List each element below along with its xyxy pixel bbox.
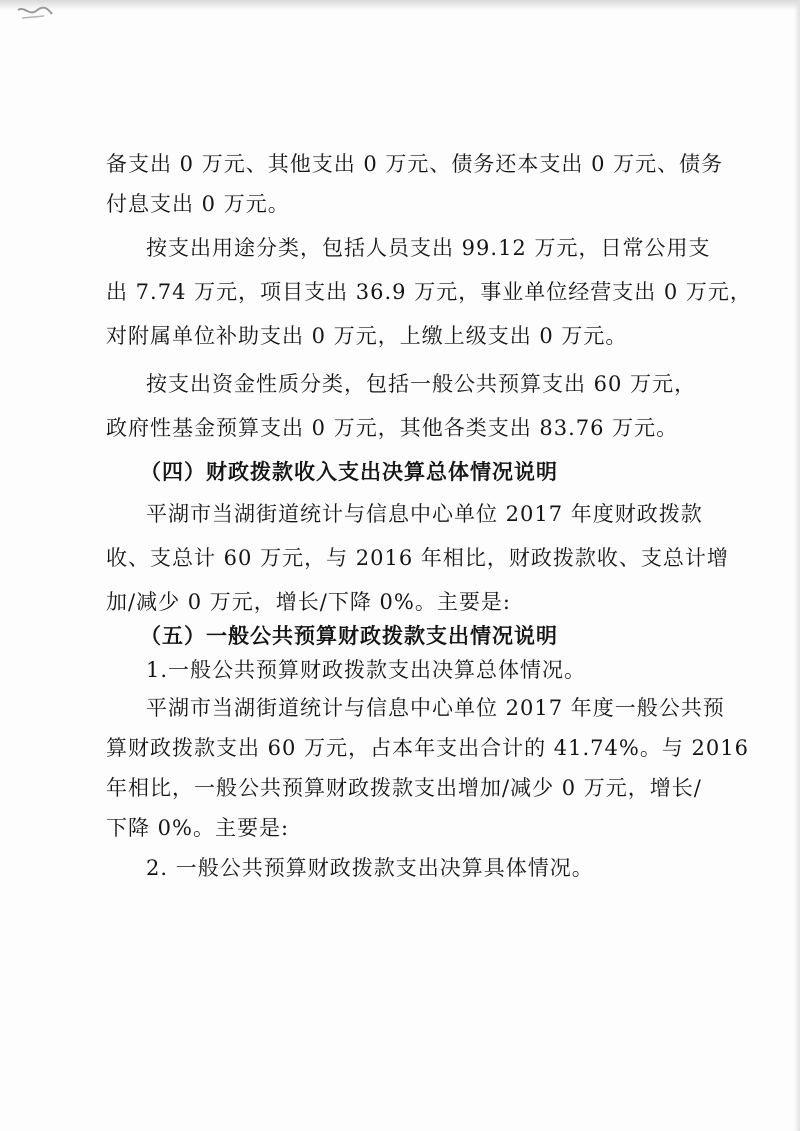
body-line-6: 按支出资金性质分类，包括一般公共预算支出 60 万元， [146,372,697,396]
body-line-16: 年相比，一般公共预算财政拨款支出增加/减少 0 万元，增长/ [106,776,702,800]
body-line-9: 平湖市当湖街道统计与信息中心单位 2017 年度财政拨款 [146,502,703,526]
body-line-5: 对附属单位补助支出 0 万元，上缴上级支出 0 万元。 [106,324,628,348]
scan-edge-right [794,0,800,1131]
body-line-10: 收、支总计 60 万元，与 2016 年相比，财政拨款收、支总计增 [106,546,729,570]
body-line-4: 出 7.74 万元，项目支出 36.9 万元，事业单位经营支出 0 万元， [106,280,752,304]
body-line-1: 备支出 0 万元、其他支出 0 万元、债务还本支出 0 万元、债务 [106,152,724,176]
body-line-11: 加/减少 0 万元，增长/下降 0%。主要是: [106,590,511,614]
body-line-14: 平湖市当湖街道统计与信息中心单位 2017 年度一般公共预 [146,696,725,720]
body-line-18: 2. 一般公共预算财政拨款支出决算具体情况。 [146,856,594,880]
section-heading-5: （五）一般公共预算财政拨款支出情况说明 [140,623,558,648]
body-line-13: 1.一般公共预算财政拨款支出决算总体情况。 [146,658,587,682]
scan-edge-top [0,0,800,10]
body-line-17: 下降 0%。主要是: [106,816,290,840]
body-line-2: 付息支出 0 万元。 [106,192,290,216]
section-heading-4: （四）财政拨款收入支出决算总体情况说明 [140,459,558,484]
body-line-7: 政府性基金预算支出 0 万元，其他各类支出 83.76 万元。 [106,416,679,440]
body-line-15: 算财政拨款支出 60 万元，占本年支出合计的 41.74%。与 2016 [106,736,749,760]
body-line-3: 按支出用途分类，包括人员支出 99.12 万元，日常公用支 [146,236,711,260]
pen-mark [14,2,58,26]
